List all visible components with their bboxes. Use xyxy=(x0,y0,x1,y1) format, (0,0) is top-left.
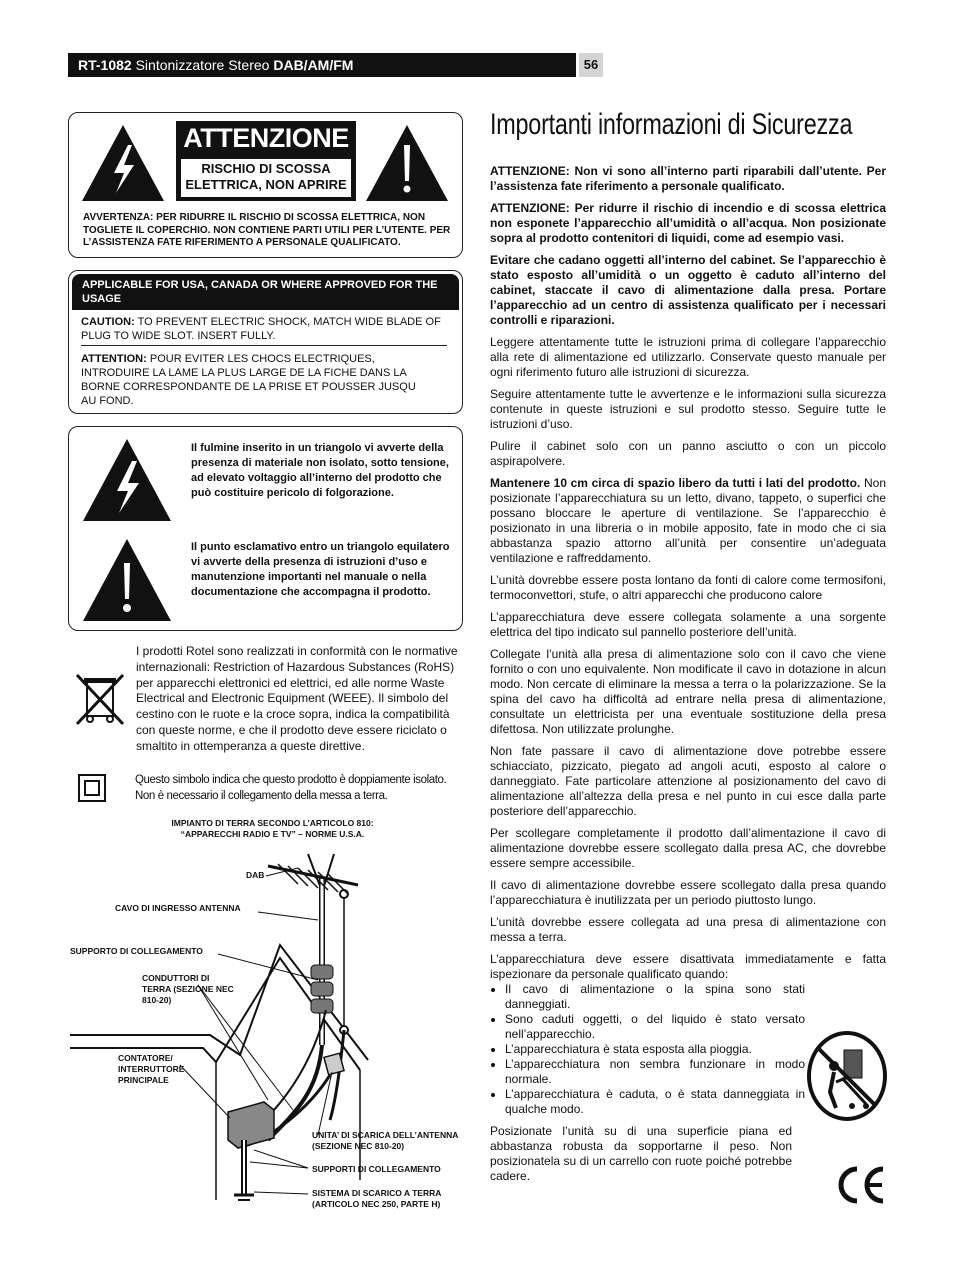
exclamation-triangle-icon xyxy=(364,123,450,203)
para-attenzione-1: ATTENZIONE: Non vi sono all’interno parti riparabili dall’utente. Per l’assistenza fate riferimento a personale qualificato. xyxy=(490,164,886,193)
para-attenzione-2: ATTENZIONE: Per ridurre il rischio di incendio e di scossa elettrica non esponete l’apparecchio all’umidità o all’acqua. Non posizionate sopra al prodotto contenitori di liquidi, come ad esempio vasi. xyxy=(490,201,886,245)
caution-label: CAUTION: xyxy=(81,316,135,328)
product-bands: DAB/AM/FM xyxy=(273,57,354,73)
attenzione-panel xyxy=(176,121,356,201)
para-ispezione: L’apparecchiatura deve essere disattivata immediatamente e fatta ispezionare da personale qualificato quando: xyxy=(490,952,886,981)
page-title: Importanti informazioni di Sicurezza xyxy=(490,108,853,141)
para-spazio-body: Non posizionate l’apparecchiatura su un letto, divano, tappeto, o superfici che possano bloccare le aperture di ventilazione. Se l’apparecchio è posizionato in una libreria o in mobile apposito, fate in modo che ci sia abbastanza spazio attorno all’unità per consentire un’adeguata ventilazione e raffreddamento. xyxy=(490,476,886,565)
para-leggere: Leggere attentamente tutte le istruzioni prima di collegare l’apparecchio alla rete di alimentazione ed utilizzarlo. Conservate questo manuale per ogni riferimento futuro alle istruzioni di sicurezza. xyxy=(490,335,886,379)
label-supporti: SUPPORTI DI COLLEGAMENTO xyxy=(312,1164,441,1174)
symbols-box xyxy=(68,426,463,631)
lightning-text: Il fulmine inserito in un triangolo vi avverte della presenza di materiale non isolato, sotto tensione, ad elevato voltaggio all’interno del prodotto che può costituire pericolo di folgorazione. xyxy=(191,442,449,499)
para-carrello: Posizionate l’unità su di una superficie piana ed abbastanza robusta da sopportarne il peso. Non posizionatela su di un carrello con ruote poiché potrebbe cadere. xyxy=(490,1124,792,1183)
list-item: • L’apparecchiatura è caduta, o è stata danneggiata in qualche modo. xyxy=(505,1087,805,1117)
para-oggetti: Evitare che cadano oggetti all’interno del cabinet. Se l’apparecchio è stato esposto all’umidità o un oggetto è caduto all’interno del cabinet, staccate il cavo di alimentazione dalla presa. Portare l’apparecchio ad un centro di assistenza qualificato per i necessari controlli e riparazioni. xyxy=(490,253,886,327)
usa-box xyxy=(68,270,463,414)
caution-text xyxy=(81,315,459,343)
label-conduttori: CONDUTTORI DI TERRA (SEZIONE NEC 810-20) xyxy=(142,973,234,1005)
weee-bin-icon xyxy=(74,672,126,728)
attenzione-subtitle: RISCHIO DI SCOSSA ELETTRICA, NON APRIRE xyxy=(181,159,351,197)
weee-text: I prodotti Rotel sono realizzati in conformità con le normative internazionali: Restriction of Hazardous Substances (RoHS) per apparecchi elettronici ed elettrici, ed alle norme Waste Electrical and Electronic Equipment (WEEE). Il simbolo del cestino con le ruote e la croce sopra, indica la compatibilità con queste norme, e che il prodotto deve essere riciclato o smaltito in ottemperanza a queste direttive. xyxy=(136,644,458,753)
label-sistema: SISTEMA DI SCARICO A TERRA (ARTICOLO NEC 250, PARTE H) xyxy=(312,1188,442,1209)
caution-body: TO PREVENT ELECTRIC SHOCK, MATCH WIDE BLADE OF PLUG TO WIDE SLOT. INSERT FULLY. xyxy=(81,316,441,342)
ce-mark-icon xyxy=(833,1165,887,1205)
attention-label: ATTENTION: xyxy=(81,353,147,365)
para-inutilizzata: Il cavo di alimentazione dovrebbe essere scollegato dalla presa quando l’apparecchiatura è inutilizzata per un periodo piuttosto lungo. xyxy=(490,878,886,907)
lightning-triangle-icon xyxy=(81,437,173,523)
page-number: 56 xyxy=(579,53,603,77)
attenzione-title: ATTENZIONE xyxy=(183,123,349,153)
para-sorgente: L’apparecchiatura deve essere collegata solamente a una sorgente elettrica del tipo indicato sul pannello posteriore dell’unità. xyxy=(490,610,886,639)
warning-text: AVVERTENZA: PER RIDURRE IL RISCHIO DI SCOSSA ELETTRICA, NON TOGLIETE IL COPERCHIO. NON CONTIENE PARTI UTILI PER L’UTENTE. PER L’ASSISTENZA FATE RIFERIMENTO A PERSONALE QUALIFICATO. xyxy=(83,212,451,248)
list-item: • Il cavo di alimentazione o la spina sono stati danneggiati. xyxy=(505,982,805,1012)
para-spazio xyxy=(490,476,886,566)
inspection-list xyxy=(490,982,805,1117)
label-cavo: CAVO DI INGRESSO ANTENNA xyxy=(115,903,241,913)
label-contatore: CONTATORE/ INTERRUTTORE PRINCIPALE xyxy=(118,1053,185,1085)
double-insulation-text: Questo simbolo indica che questo prodotto è doppiamente isolato. Non è necessario il collegamento della messa a terra. xyxy=(135,774,447,802)
warning-box xyxy=(68,112,463,258)
label-unita: UNITA’ DI SCARICA DELL’ANTENNA (SEZIONE NEC 810-20) xyxy=(312,1130,459,1151)
label-dab: DAB xyxy=(246,870,265,880)
exclamation-triangle-icon xyxy=(81,537,173,623)
label-supporto: SUPPORTO DI COLLEGAMENTO xyxy=(70,946,203,956)
model-name: RT-1082 xyxy=(78,57,132,73)
para-calore: L’unità dovrebbe essere posta lontano da fonti di calore come termosifoni, termoconvettori, stufe, o altri apparecchi che producono calore xyxy=(490,573,886,602)
header-bar xyxy=(68,53,576,77)
para-spazio-bold: Mantenere 10 cm circa di spazio libero da tutti i lati del prodotto. xyxy=(490,476,861,490)
double-insulation-icon xyxy=(78,774,106,802)
lightning-triangle-icon xyxy=(80,123,166,203)
list-item: • Sono caduti oggetti, o del liquido è stato versato nell’apparecchio. xyxy=(505,1012,805,1042)
list-item: • L’apparecchiatura è stata esposta alla pioggia. xyxy=(505,1042,805,1057)
attention-text xyxy=(81,352,426,408)
para-messa-a-terra: L’unità dovrebbe essere collegata ad una presa di alimentazione con messa a terra. xyxy=(490,915,886,944)
exclamation-text: Il punto esclamativo entro un triangolo equilatero vi avverte della presenza di istruzioni d’uso e manutenzione importanti nel manuale o nella documentazione che accompagna il prodotto. xyxy=(191,541,450,598)
no-cart-icon xyxy=(806,1030,888,1122)
divider xyxy=(81,345,447,346)
para-cavo: Collegate l’unità alla presa di alimentazione solo con il cavo che viene fornito o con uno equivalente. Non modificate il cavo in dotazione in alcun modo. Non cercate di eliminare la messa a terra o la polarizzazione. Se la spina del cavo ha difficoltà ad entrare nella presa di alimentazione, consultate un elettricista per una eventuale sostituzione della presa difettosa. Non utilizzate prolunghe. xyxy=(490,647,886,736)
para-scollegare: Per scollegare completamente il prodotto dall’alimentazione il cavo di alimentazione dovrebbe essere scollegato dalla presa AC, che dovrebbe essere sempre accessibile. xyxy=(490,826,886,870)
usa-banner: APPLICABLE FOR USA, CANADA OR WHERE APPROVED FOR THE USAGE xyxy=(72,274,459,310)
product-subtitle: Sintonizzatore Stereo xyxy=(135,57,270,73)
attention-body: POUR EVITER LES CHOCS ELECTRIQUES, INTRODUIRE LA LAME LA PLUS LARGE DE LA FICHE DANS LA BORNE CORRESPONDANTE DE LA PRISE ET POUSSER JUSQU AU FOND. xyxy=(81,353,416,407)
para-pulire: Pulire il cabinet solo con un panno asciutto o con un piccolo aspirapolvere. xyxy=(490,439,886,468)
para-schiacciato: Non fate passare il cavo di alimentazione dove potrebbe essere schiacciato, pizzicato, piegato ad angoli acuti, esposto al calore o danneggiato. Fate particolare attenzione al posizionamento del cavo di alimentazione all’altezza della presa e nel punto in cui esce dalla parte posteriore dell’apparecchio. xyxy=(490,744,886,818)
diagram-title: IMPIANTO DI TERRA SECONDO L’ARTICOLO 810: “APPARECCHI RADIO E TV” – NORME U.S.A. xyxy=(171,818,374,839)
para-seguire: Seguire attentamente tutte le avvertenze e le informazioni sulla sicurezza contenute in queste istruzioni e sul prodotto stesso. Seguire tutte le istruzioni d’uso. xyxy=(490,387,886,431)
list-item: • L’apparecchiatura non sembra funzionare in modo normale. xyxy=(505,1057,805,1087)
